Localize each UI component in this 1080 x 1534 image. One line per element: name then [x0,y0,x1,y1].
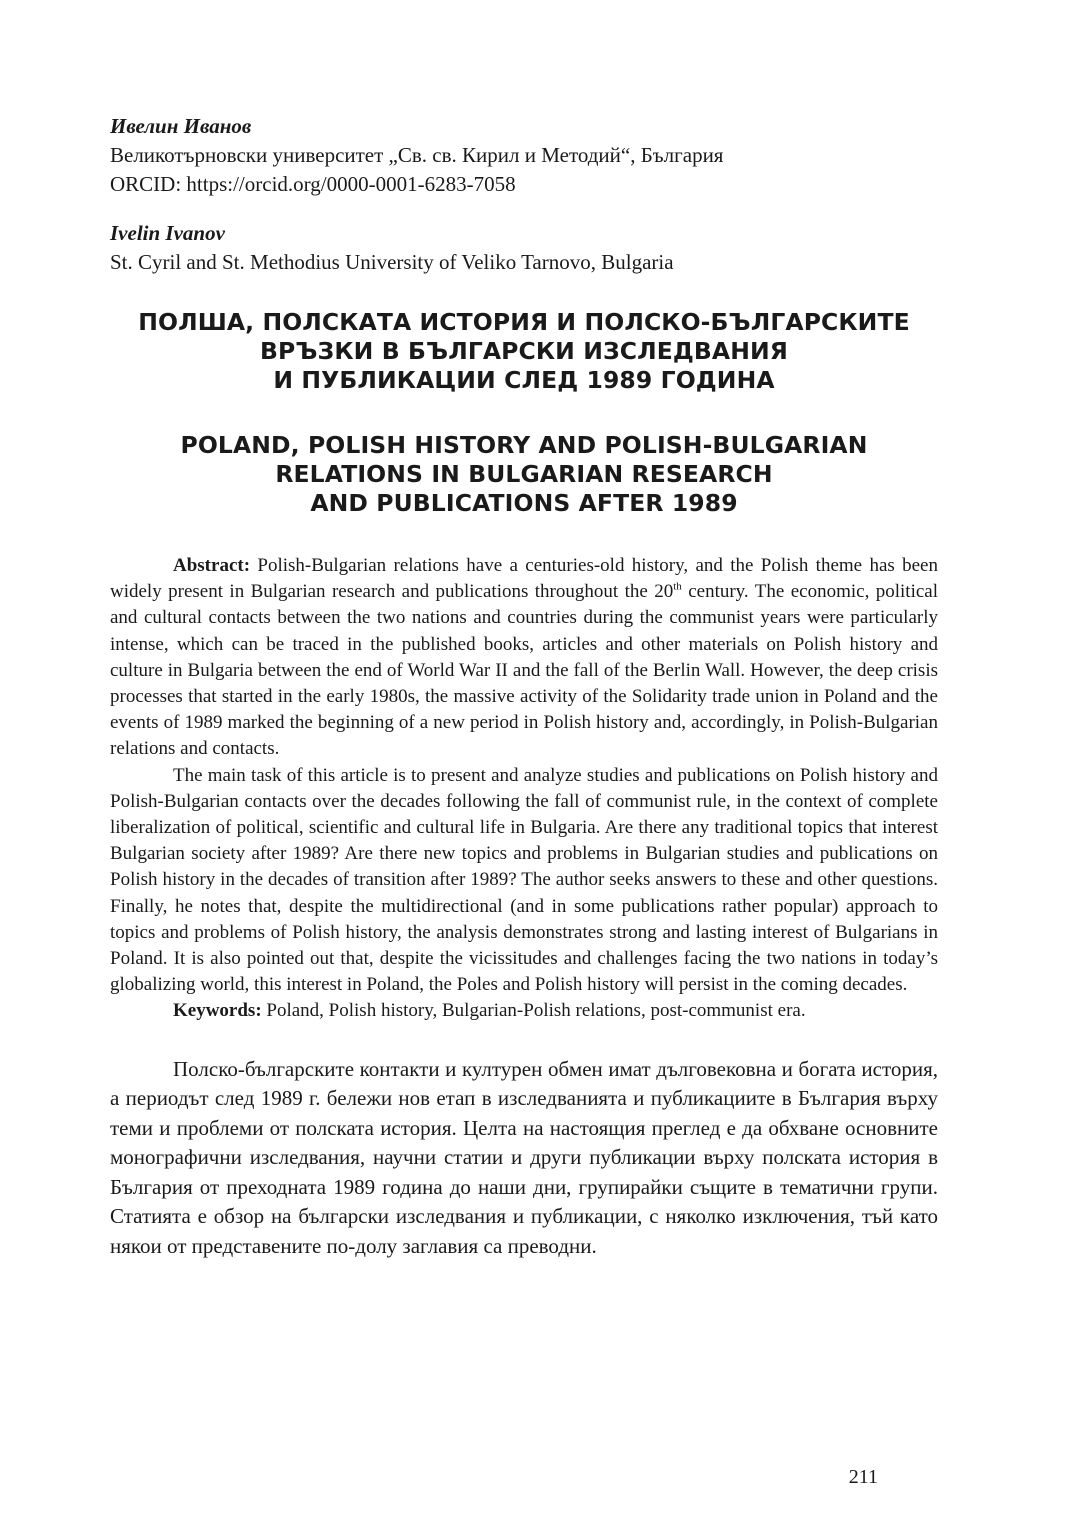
body-paragraph-1: Полско-българските контакти и културен обмен имат дълговековна и богата история, а периодът след 1989 г. бележи нов етап в изследванията и публикациите в България върху теми и проблеми от полската история. Целта на настоящия преглед е да обхване основните монографични изследвания, научни статии и други публикации върху полската история в България от преходната 1989 година до наши дни, групирайки същите в тематични групи. Статията е обзор на български изследвания и публикации, с няколко изключения, тъй като някои от представените по-долу заглавия са преводни. [110,1056,938,1258]
keywords-text: Poland, Polish history, Bulgarian-Polish relations, post-communist era. [261,1000,806,1022]
abstract-label: Abstract: [173,555,251,576]
abstract-superscript: th [673,580,682,593]
title-en-line-2: RELATIONS IN BULGARIAN RESEARCH [275,460,773,488]
title-bg-line-3: И ПУБЛИКАЦИИ СЛЕД 1989 ГОДИНА [273,366,775,394]
title-bg-line-2: ВРЪЗКИ В БЪЛГАРСКИ ИЗСЛЕДВАНИЯ [260,337,788,365]
abstract-text-1a: Polish-Bulgarian relations have a centuries-old history, and the Polish theme has been widely present in Bulgarian research and publications throughout the 20 [110,555,938,603]
abstract-paragraph-2: The main task of this article is to present and analyze studies and publications on Polish history and Polish-Bulgarian contacts over the decades following the fall of communist rule, in the context of complete liberalization of political, scientific and cultural life in Bulgaria. Are there any traditional topics that interest Bulgarian society after 1989? Are there new topics and problems in Bulgarian studies and publications on Polish history in the decades of transition after 1989? The author seeks answers to these and other questions. Finally, he notes that, despite the multidirectional (and in some publications rather popular) approach to topics and problems of Polish history, the analysis demonstrates strong and lasting interest of Bulgarians in Poland. It is also pointed out that, despite the vicissitudes and challenges facing the two nations in today’s globalizing world, this interest in Poland, the Poles and Polish history will persist in the coming decades. [110,764,938,996]
body-section [110,1055,938,1262]
keywords-paragraph [110,998,938,1024]
paper-page [110,112,938,1261]
abstract-section [110,553,938,1025]
author-block-bg [110,112,938,199]
title-en-line-1: POLAND, POLISH HISTORY AND POLISH-BULGARIAN [180,431,868,459]
keywords-label: Keywords: [173,1000,262,1022]
title-en-line-3: AND PUBLICATIONS AFTER 1989 [310,489,738,517]
page-number: 211 [848,1466,878,1488]
author-affiliation-bg: Великотърновски университет „Св. св. Кирил и Методий“, България [110,143,724,167]
title-bg-line-1: ПОЛША, ПОЛСКАТА ИСТОРИЯ И ПОЛСКО-БЪЛГАРСКИТЕ [138,308,910,336]
author-block-en [110,219,938,277]
author-name-bg: Ивелин Иванов [110,114,252,138]
author-name-en: Ivelin Ivanov [110,221,225,245]
author-affiliation-en: St. Cyril and St. Methodius University of Veliko Tarnovo, Bulgaria [110,250,674,274]
title-bg [110,308,938,395]
abstract-text-1b: century. The economic, political and cultural contacts between the two nations and countries during the communist years were particularly intense, which can be traced in the published books, articles and other materials on Polish history and culture in Bulgaria between the end of World War II and the fall of the Berlin Wall. However, the deep crisis processes that started in the early 1980s, the massive activity of the Solidarity trade union in Poland and the events of 1989 marked the beginning of a new period in Polish history and, accordingly, in Polish-Bulgarian relations and contacts. [110,581,938,760]
title-en [110,431,938,518]
author-orcid: ORCID: https://orcid.org/0000-0001-6283-7058 [110,172,516,196]
abstract-paragraph-1 [110,553,938,763]
